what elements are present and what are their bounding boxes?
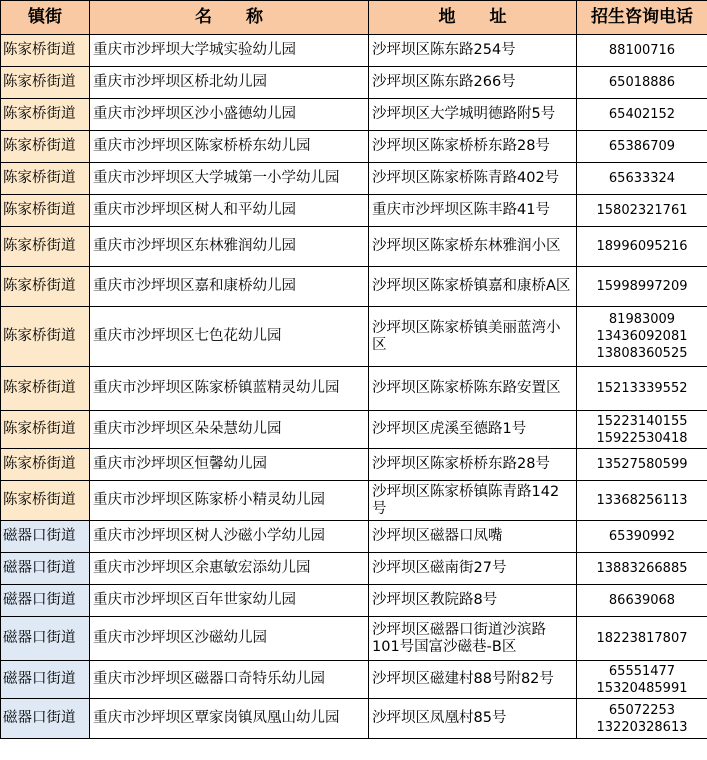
address-cell: 沙坪坝区陈家桥陈青路402号: [369, 163, 577, 195]
table-row: [1, 481, 707, 521]
kindergarten-name-cell: 重庆市沙坪坝区陈家桥镇蓝精灵幼儿园: [90, 367, 369, 411]
address-cell: 沙坪坝区凤凰村85号: [369, 699, 577, 739]
address-cell: 沙坪坝区陈家桥桥东路28号: [369, 449, 577, 481]
kindergarten-name-cell: 重庆市沙坪坝区百年世家幼儿园: [90, 585, 369, 617]
phone-cell: [577, 481, 707, 521]
street-cell: 陈家桥街道: [1, 267, 90, 307]
table-row: [1, 227, 707, 267]
phone-cell: [577, 367, 707, 411]
street-cell: 磁器口街道: [1, 521, 90, 553]
phone-number: 86639068: [608, 593, 676, 608]
table-row: [1, 367, 707, 411]
street-cell: 陈家桥街道: [1, 449, 90, 481]
table-row: [1, 521, 707, 553]
phone-cell: [577, 411, 707, 449]
phone-number: 65551477: [608, 663, 676, 679]
table-row: [1, 267, 707, 307]
street-cell: 陈家桥街道: [1, 227, 90, 267]
phone-number: 13368256113: [596, 493, 688, 508]
address-cell: 沙坪坝区磁器口街道沙滨路101号国富沙磁巷-B区: [369, 617, 577, 661]
street-cell: 陈家桥街道: [1, 163, 90, 195]
table-row: [1, 131, 707, 163]
table-row: [1, 661, 707, 699]
street-cell: 陈家桥街道: [1, 195, 90, 227]
phone-number: 65402152: [608, 107, 676, 122]
phone-cell: [577, 699, 707, 739]
kindergarten-name-cell: 重庆市沙坪坝区树人和平幼儿园: [90, 195, 369, 227]
phone-number: 13220328613: [596, 719, 688, 735]
kindergarten-name-cell: 重庆市沙坪坝区朵朵慧幼儿园: [90, 411, 369, 449]
phone-number: 15213339552: [596, 381, 688, 396]
table-row: [1, 411, 707, 449]
phone-cell: [577, 195, 707, 227]
phone-number: 18996095216: [596, 239, 688, 254]
street-cell: 陈家桥街道: [1, 481, 90, 521]
street-cell: 磁器口街道: [1, 617, 90, 661]
kindergarten-name-cell: 重庆市沙坪坝区覃家岗镇凤凰山幼儿园: [90, 699, 369, 739]
kindergarten-name-cell: 重庆市沙坪坝区七色花幼儿园: [90, 307, 369, 367]
address-cell: 沙坪坝区磁南街27号: [369, 553, 577, 585]
phone-number: 65633324: [608, 171, 676, 186]
street-cell: 陈家桥街道: [1, 67, 90, 99]
address-cell: 沙坪坝区陈东路266号: [369, 67, 577, 99]
phone-cell: [577, 521, 707, 553]
phone-cell: [577, 585, 707, 617]
phone-number: 88100716: [608, 43, 676, 58]
table-row: [1, 163, 707, 195]
kindergarten-name-cell: 重庆市沙坪坝区嘉和康桥幼儿园: [90, 267, 369, 307]
table-row: [1, 99, 707, 131]
street-cell: 陈家桥街道: [1, 131, 90, 163]
address-cell: 沙坪坝区虎溪至德路1号: [369, 411, 577, 449]
phone-number: 65018886: [608, 75, 676, 90]
header-name: 名 称: [90, 1, 369, 35]
table-row: [1, 617, 707, 661]
kindergarten-name-cell: 重庆市沙坪坝区桥北幼儿园: [90, 67, 369, 99]
phone-number: 13808360525: [596, 346, 688, 361]
street-cell: 磁器口街道: [1, 661, 90, 699]
kindergarten-name-cell: 重庆市沙坪坝区东林雅润幼儿园: [90, 227, 369, 267]
phone-number: 65390992: [608, 529, 676, 544]
address-cell: 沙坪坝区陈家桥陈东路安置区: [369, 367, 577, 411]
header-phone: 招生咨询电话: [577, 1, 707, 35]
address-cell: 沙坪坝区陈家桥镇陈青路142号: [369, 481, 577, 521]
table-header-row: [1, 1, 707, 35]
phone-number: 13883266885: [596, 561, 688, 576]
kindergarten-name-cell: 重庆市沙坪坝区树人沙磁小学幼儿园: [90, 521, 369, 553]
header-address: 地 址: [369, 1, 577, 35]
phone-number: 15998997209: [596, 279, 688, 294]
phone-cell: [577, 67, 707, 99]
header-street: 镇街: [1, 1, 90, 35]
table-row: [1, 195, 707, 227]
phone-cell: [577, 617, 707, 661]
phone-number: 65072253: [608, 702, 676, 718]
address-cell: 沙坪坝区陈家桥镇嘉和康桥A区: [369, 267, 577, 307]
kindergarten-name-cell: 重庆市沙坪坝区陈家桥桥东幼儿园: [90, 131, 369, 163]
phone-number: 15802321761: [596, 203, 688, 218]
table-row: [1, 67, 707, 99]
table-row: [1, 449, 707, 481]
address-cell: 沙坪坝区陈家桥镇美丽蓝湾小区: [369, 307, 577, 367]
street-cell: 磁器口街道: [1, 553, 90, 585]
phone-number: 81983009: [608, 312, 676, 327]
phone-number: 65386709: [608, 139, 676, 154]
address-cell: 沙坪坝区陈家桥桥东路28号: [369, 131, 577, 163]
phone-cell: [577, 307, 707, 367]
table-row: [1, 553, 707, 585]
kindergarten-name-cell: 重庆市沙坪坝区余惠敏宏添幼儿园: [90, 553, 369, 585]
street-cell: 磁器口街道: [1, 699, 90, 739]
phone-cell: [577, 449, 707, 481]
address-cell: 沙坪坝区教院路8号: [369, 585, 577, 617]
table-row: [1, 585, 707, 617]
street-cell: 陈家桥街道: [1, 367, 90, 411]
phone-cell: [577, 661, 707, 699]
phone-number: 13527580599: [596, 457, 688, 472]
kindergarten-name-cell: 重庆市沙坪坝区磁器口奇特乐幼儿园: [90, 661, 369, 699]
table-row: [1, 35, 707, 67]
phone-cell: [577, 131, 707, 163]
address-cell: 沙坪坝区陈东路254号: [369, 35, 577, 67]
phone-number: 18223817807: [596, 631, 688, 646]
kindergarten-name-cell: 重庆市沙坪坝区沙磁幼儿园: [90, 617, 369, 661]
phone-cell: [577, 553, 707, 585]
phone-cell: [577, 227, 707, 267]
address-cell: 沙坪坝区磁器口凤嘴: [369, 521, 577, 553]
phone-cell: [577, 99, 707, 131]
kindergarten-name-cell: 重庆市沙坪坝大学城实验幼儿园: [90, 35, 369, 67]
phone-number: 15922530418: [596, 430, 688, 446]
street-cell: 陈家桥街道: [1, 99, 90, 131]
address-cell: 沙坪坝区磁建村88号附82号: [369, 661, 577, 699]
street-cell: 陈家桥街道: [1, 35, 90, 67]
kindergarten-name-cell: 重庆市沙坪坝区大学城第一小学幼儿园: [90, 163, 369, 195]
phone-cell: [577, 163, 707, 195]
kindergarten-name-cell: 重庆市沙坪坝区陈家桥小精灵幼儿园: [90, 481, 369, 521]
street-cell: 陈家桥街道: [1, 411, 90, 449]
kindergarten-name-cell: 重庆市沙坪坝区恒馨幼儿园: [90, 449, 369, 481]
phone-number: 15223140155: [596, 413, 688, 429]
address-cell: 重庆市沙坪坝区陈丰路41号: [369, 195, 577, 227]
table-row: [1, 699, 707, 739]
address-cell: 沙坪坝区陈家桥东林雅润小区: [369, 227, 577, 267]
phone-number: 15320485991: [596, 680, 688, 696]
phone-cell: [577, 267, 707, 307]
street-cell: 陈家桥街道: [1, 307, 90, 367]
street-cell: 磁器口街道: [1, 585, 90, 617]
address-cell: 沙坪坝区大学城明德路附5号: [369, 99, 577, 131]
table-row: [1, 307, 707, 367]
phone-cell: [577, 35, 707, 67]
table-body: [1, 35, 707, 739]
kindergarten-name-cell: 重庆市沙坪坝区沙小盛德幼儿园: [90, 99, 369, 131]
phone-number: 13436092081: [596, 329, 688, 344]
